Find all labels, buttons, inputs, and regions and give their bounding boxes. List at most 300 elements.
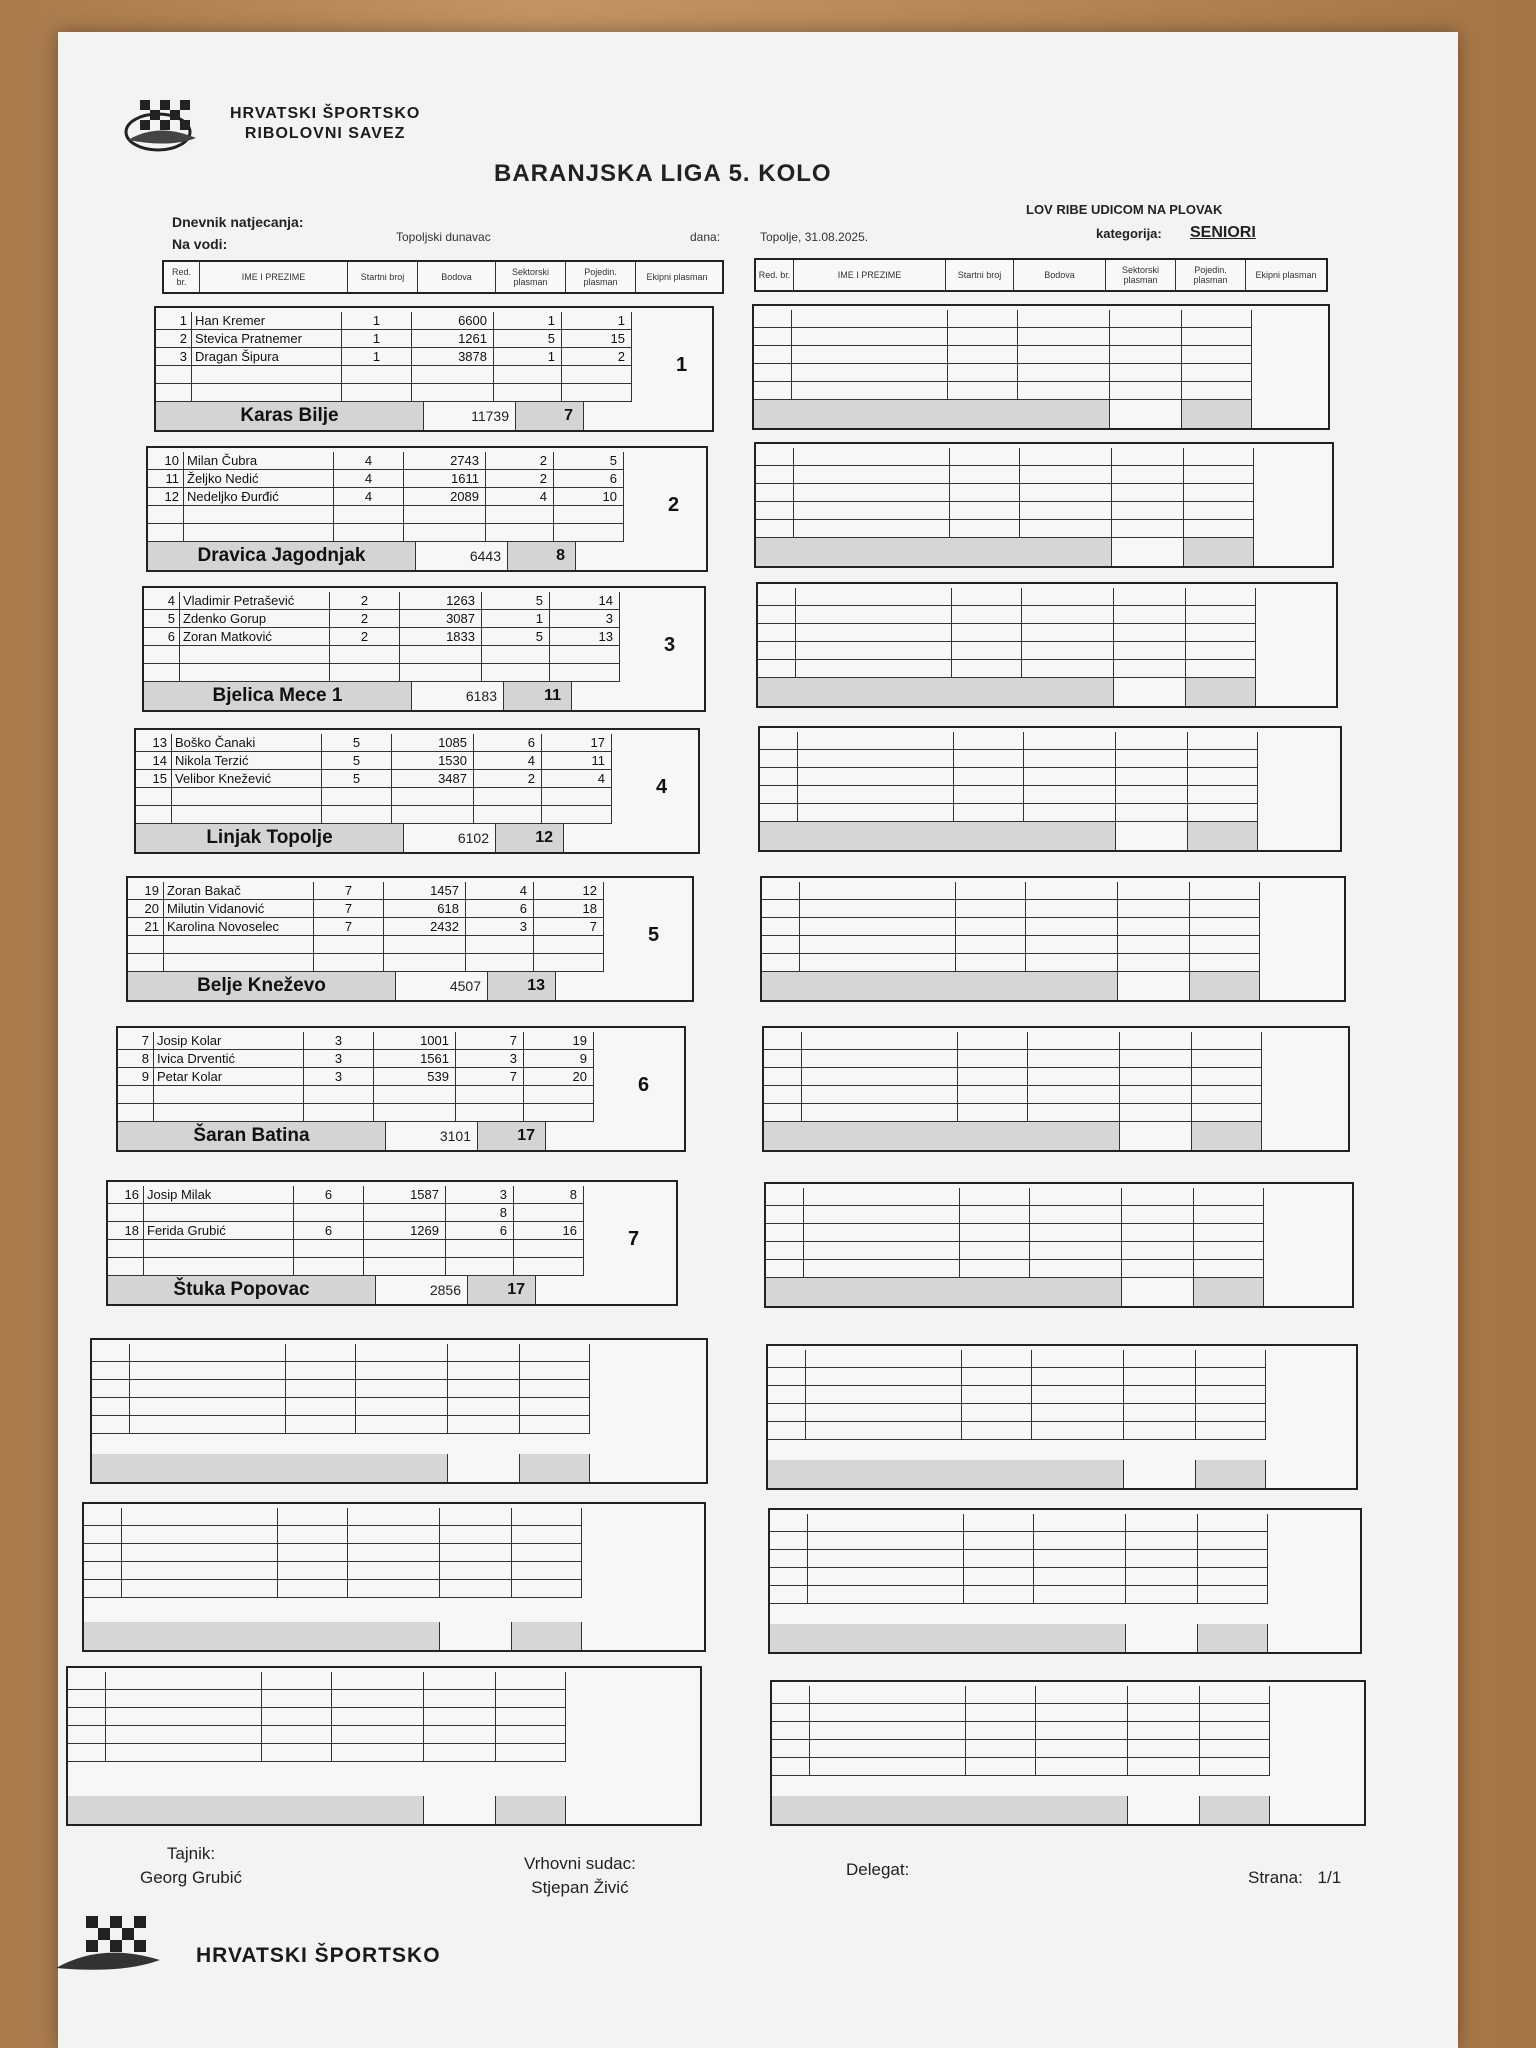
member-sector-place: 3 (466, 918, 534, 935)
empty-cell (1116, 822, 1188, 850)
empty-cell (758, 588, 796, 605)
empty-cell (1192, 1068, 1262, 1085)
empty-team-block-right (758, 726, 1342, 852)
sector-number: 2 (668, 494, 680, 516)
empty-cell (766, 1260, 804, 1277)
empty-cell (1110, 328, 1182, 345)
empty-cell (1190, 900, 1260, 917)
member-points (412, 366, 494, 383)
member-name: Boško Čanaki (172, 734, 322, 751)
member-points: 2089 (404, 488, 486, 505)
member-start: 6 (294, 1222, 364, 1239)
table-row (760, 768, 1258, 786)
empty-cell (796, 606, 952, 623)
table-row (68, 1744, 566, 1762)
empty-cell (1188, 768, 1258, 785)
empty-cell (424, 1690, 496, 1707)
table-row (128, 882, 604, 900)
empty-summary-row (754, 400, 1252, 428)
empty-cell (962, 1404, 1032, 1421)
empty-cell (792, 364, 948, 381)
empty-cell (286, 1362, 356, 1379)
sector-number: 4 (656, 776, 668, 798)
empty-cell (758, 624, 796, 641)
empty-cell (806, 1404, 962, 1421)
member-points: 1530 (392, 752, 474, 769)
member-sector-place: 2 (486, 470, 554, 487)
member-number (136, 806, 172, 823)
empty-cell (520, 1416, 590, 1433)
empty-cell (760, 804, 798, 821)
empty-cell (1028, 1104, 1120, 1121)
empty-cell (1024, 786, 1116, 803)
empty-cell (92, 1344, 130, 1361)
empty-cell (1128, 1758, 1200, 1775)
empty-cell (448, 1344, 520, 1361)
empty-cell (1018, 364, 1110, 381)
empty-cell (772, 1758, 810, 1775)
empty-cell (278, 1562, 348, 1579)
empty-cell (1122, 1224, 1194, 1241)
member-name: Stevica Pratnemer (192, 330, 342, 347)
empty-cell (1020, 520, 1112, 537)
empty-cell (756, 484, 794, 501)
table-row (762, 882, 1260, 900)
member-start: 7 (314, 918, 384, 935)
member-number: 12 (148, 488, 184, 505)
empty-cell (794, 466, 950, 483)
shaded-cell (496, 1796, 566, 1824)
table-row (758, 660, 1256, 678)
empty-cell (770, 1514, 808, 1531)
team-total: 6102 (404, 824, 496, 852)
empty-cell (1112, 538, 1184, 566)
tajnik-label: Tajnik: (166, 1844, 216, 1863)
team-total: 4507 (396, 972, 488, 1000)
table-row (128, 900, 604, 918)
table-row (84, 1562, 582, 1580)
empty-cell (760, 786, 798, 803)
empty-cell (1190, 918, 1260, 935)
shaded-cell (770, 1624, 1126, 1652)
member-individual-place (524, 1086, 594, 1103)
table-row (754, 310, 1252, 328)
empty-cell (1110, 310, 1182, 327)
empty-cell (1196, 1422, 1266, 1439)
table-row (136, 752, 612, 770)
member-number: 15 (136, 770, 172, 787)
team-name: Belje Kneževo (128, 972, 396, 1000)
team-placement: 8 (508, 542, 576, 570)
empty-cell (810, 1758, 966, 1775)
member-sector-place: 5 (482, 592, 550, 609)
member-individual-place: 18 (534, 900, 604, 917)
member-start: 5 (322, 752, 392, 769)
empty-cell (952, 588, 1022, 605)
empty-team-block-right (762, 1026, 1350, 1152)
empty-cell (772, 1704, 810, 1721)
member-sector-place: 5 (494, 330, 562, 347)
empty-cell (794, 484, 950, 501)
member-sector-place: 6 (446, 1222, 514, 1239)
empty-cell (762, 900, 800, 917)
empty-cell (1198, 1586, 1268, 1603)
member-name (184, 506, 334, 523)
member-number: 2 (156, 330, 192, 347)
table-row (754, 382, 1252, 400)
empty-summary-row (764, 1122, 1262, 1150)
empty-cell (956, 936, 1026, 953)
empty-cell (1196, 1404, 1266, 1421)
team-block (142, 586, 706, 712)
member-number (128, 936, 164, 953)
empty-cell (512, 1544, 582, 1561)
empty-cell (800, 918, 956, 935)
member-start (334, 524, 404, 541)
shaded-cell (512, 1622, 582, 1650)
empty-cell (1030, 1242, 1122, 1259)
empty-cell (332, 1672, 424, 1689)
member-points (412, 384, 494, 401)
member-start: 4 (334, 470, 404, 487)
col-sekt: Sektorski plasman (496, 262, 566, 292)
member-number (148, 506, 184, 523)
table-row (136, 734, 612, 752)
table-row (68, 1708, 566, 1726)
empty-cell (802, 1068, 958, 1085)
member-start: 5 (322, 770, 392, 787)
empty-cell (768, 1350, 806, 1367)
empty-cell (948, 364, 1018, 381)
empty-cell (758, 606, 796, 623)
empty-cell (1190, 882, 1260, 899)
shaded-cell (520, 1454, 590, 1482)
empty-cell (804, 1242, 960, 1259)
empty-cell (92, 1416, 130, 1433)
empty-cell (1122, 1260, 1194, 1277)
empty-cell (762, 936, 800, 953)
tajnik-name: Georg Grubić (140, 1868, 243, 1887)
member-name (144, 1258, 294, 1275)
empty-cell (802, 1050, 958, 1067)
empty-cell (1192, 1032, 1262, 1049)
empty-cell (440, 1526, 512, 1543)
empty-cell (1032, 1350, 1124, 1367)
empty-cell (1114, 606, 1186, 623)
empty-cell (1118, 936, 1190, 953)
empty-cell (1024, 768, 1116, 785)
table-row (108, 1186, 584, 1204)
col-ime-r: IME I PREZIME (794, 260, 946, 290)
empty-cell (348, 1526, 440, 1543)
empty-cell (286, 1398, 356, 1415)
member-individual-place (534, 936, 604, 953)
table-row (764, 1104, 1262, 1122)
empty-cell (1198, 1514, 1268, 1531)
empty-cell (966, 1686, 1036, 1703)
member-individual-place (514, 1204, 584, 1221)
member-start (294, 1204, 364, 1221)
empty-cell (958, 1104, 1028, 1121)
empty-cell (448, 1380, 520, 1397)
table-row (118, 1104, 594, 1122)
tajnik-signature (140, 1842, 242, 1890)
member-individual-place: 19 (524, 1032, 594, 1049)
member-number: 8 (118, 1050, 154, 1067)
member-points: 1085 (392, 734, 474, 751)
empty-cell (1034, 1514, 1126, 1531)
empty-cell (68, 1726, 106, 1743)
member-start (330, 664, 400, 681)
member-start: 6 (294, 1186, 364, 1203)
empty-cell (948, 310, 1018, 327)
table-row (156, 366, 632, 384)
empty-cell (960, 1206, 1030, 1223)
empty-cell (1128, 1704, 1200, 1721)
empty-cell (764, 1086, 802, 1103)
table-row (762, 918, 1260, 936)
member-sector-place: 3 (456, 1050, 524, 1067)
empty-cell (1182, 364, 1252, 381)
table-row (136, 770, 612, 788)
member-number (108, 1240, 144, 1257)
member-points (404, 524, 486, 541)
empty-cell (806, 1422, 962, 1439)
empty-cell (130, 1380, 286, 1397)
empty-cell (68, 1708, 106, 1725)
shaded-cell (1194, 1278, 1264, 1306)
empty-cell (792, 382, 948, 399)
empty-summary-row (756, 538, 1254, 566)
col-red-r: Red. br. (756, 260, 794, 290)
team-summary-row (108, 1276, 536, 1304)
table-row (84, 1508, 582, 1526)
member-sector-place: 6 (474, 734, 542, 751)
empty-cell (758, 660, 796, 677)
empty-cell (1194, 1206, 1264, 1223)
member-individual-place: 6 (554, 470, 624, 487)
member-name (180, 646, 330, 663)
member-sector-place: 1 (494, 312, 562, 329)
empty-cell (1124, 1404, 1196, 1421)
table-row (766, 1188, 1264, 1206)
empty-cell (512, 1562, 582, 1579)
member-name: Zoran Matković (180, 628, 330, 645)
member-individual-place: 7 (534, 918, 604, 935)
table-row (772, 1686, 1270, 1704)
empty-cell (792, 346, 948, 363)
table-row (144, 592, 620, 610)
member-number: 11 (148, 470, 184, 487)
empty-cell (964, 1514, 1034, 1531)
member-name: Ivica Drventić (154, 1050, 304, 1067)
team-total: 6443 (416, 542, 508, 570)
member-number: 18 (108, 1222, 144, 1239)
empty-cell (1036, 1758, 1128, 1775)
col-ekip: Ekipni plasman (646, 272, 708, 282)
member-number: 6 (144, 628, 180, 645)
empty-cell (122, 1526, 278, 1543)
empty-cell (130, 1344, 286, 1361)
empty-cell (966, 1740, 1036, 1757)
empty-cell (960, 1188, 1030, 1205)
table-row (108, 1204, 584, 1222)
shaded-cell (762, 972, 1118, 1000)
empty-cell (520, 1398, 590, 1415)
team-block (146, 446, 708, 572)
empty-cell (796, 642, 952, 659)
col-start: Startni broj (348, 262, 418, 292)
member-individual-place: 11 (542, 752, 612, 769)
shaded-cell (754, 400, 1110, 428)
member-individual-place: 16 (514, 1222, 584, 1239)
empty-cell (772, 1686, 810, 1703)
empty-cell (1026, 900, 1118, 917)
empty-cell (1192, 1086, 1262, 1103)
empty-cell (960, 1224, 1030, 1241)
empty-team-block-right (766, 1344, 1358, 1490)
empty-cell (1126, 1586, 1198, 1603)
empty-cell (1024, 804, 1116, 821)
col-sekt-r: Sektorski plasman (1106, 260, 1176, 290)
empty-cell (1120, 1068, 1192, 1085)
table-row (768, 1350, 1266, 1368)
empty-cell (1124, 1422, 1196, 1439)
table-row (118, 1050, 594, 1068)
member-name: Josip Milak (144, 1186, 294, 1203)
empty-cell (770, 1568, 808, 1585)
member-name (164, 954, 314, 971)
empty-team-block-left (90, 1338, 708, 1484)
empty-cell (1110, 364, 1182, 381)
member-name: Milan Čubra (184, 452, 334, 469)
empty-cell (760, 768, 798, 785)
member-points (400, 646, 482, 663)
empty-cell (1194, 1224, 1264, 1241)
table-row (144, 646, 620, 664)
empty-cell (960, 1242, 1030, 1259)
empty-cell (950, 502, 1020, 519)
table-row (756, 466, 1254, 484)
empty-cell (800, 954, 956, 971)
empty-cell (332, 1744, 424, 1761)
empty-cell (958, 1068, 1028, 1085)
member-name: Željko Nedić (184, 470, 334, 487)
empty-cell (348, 1508, 440, 1525)
table-row (758, 624, 1256, 642)
member-sector-place (482, 646, 550, 663)
empty-cell (1200, 1722, 1270, 1739)
member-individual-place (550, 646, 620, 663)
empty-cell (1022, 606, 1114, 623)
member-sector-place: 5 (482, 628, 550, 645)
empty-cell (130, 1362, 286, 1379)
member-individual-place: 5 (554, 452, 624, 469)
empty-cell (770, 1586, 808, 1603)
empty-team-block-right (770, 1680, 1366, 1826)
empty-cell (1114, 678, 1186, 706)
empty-cell (768, 1386, 806, 1403)
empty-cell (964, 1550, 1034, 1567)
empty-cell (764, 1050, 802, 1067)
empty-cell (348, 1544, 440, 1561)
sector-number: 6 (638, 1074, 650, 1096)
member-individual-place (562, 366, 632, 383)
empty-cell (808, 1550, 964, 1567)
empty-team-block-right (752, 304, 1330, 430)
empty-cell (1022, 660, 1114, 677)
empty-cell (1110, 382, 1182, 399)
empty-cell (106, 1690, 262, 1707)
empty-cell (424, 1672, 496, 1689)
member-individual-place (514, 1258, 584, 1275)
table-row (118, 1086, 594, 1104)
member-points (374, 1086, 456, 1103)
empty-cell (1026, 954, 1118, 971)
team-summary-row (136, 824, 564, 852)
member-points: 3487 (392, 770, 474, 787)
table-row (758, 642, 1256, 660)
empty-cell (950, 448, 1020, 465)
empty-cell (948, 328, 1018, 345)
member-sector-place: 6 (466, 900, 534, 917)
empty-summary-row (84, 1622, 582, 1650)
empty-cell (1124, 1350, 1196, 1367)
empty-cell (1188, 732, 1258, 749)
empty-cell (796, 624, 952, 641)
empty-team-block-right (760, 876, 1346, 1002)
member-number (148, 524, 184, 541)
member-start: 2 (330, 592, 400, 609)
empty-cell (1126, 1550, 1198, 1567)
empty-cell (496, 1690, 566, 1707)
empty-cell (956, 954, 1026, 971)
member-points (364, 1258, 446, 1275)
shaded-cell (758, 678, 1114, 706)
empty-cell (1128, 1740, 1200, 1757)
empty-cell (762, 954, 800, 971)
team-name: Štuka Popovac (108, 1276, 376, 1304)
shaded-cell (1184, 538, 1254, 566)
empty-cell (1198, 1568, 1268, 1585)
member-start: 3 (304, 1050, 374, 1067)
empty-cell (808, 1514, 964, 1531)
empty-cell (806, 1386, 962, 1403)
member-name (172, 806, 322, 823)
empty-cell (958, 1086, 1028, 1103)
member-sector-place (446, 1240, 514, 1257)
member-sector-place: 4 (486, 488, 554, 505)
empty-cell (332, 1690, 424, 1707)
empty-cell (962, 1368, 1032, 1385)
empty-cell (1190, 954, 1260, 971)
empty-cell (1030, 1260, 1122, 1277)
member-start: 7 (314, 900, 384, 917)
table-row (764, 1086, 1262, 1104)
empty-cell (1024, 750, 1116, 767)
member-individual-place: 20 (524, 1068, 594, 1085)
empty-cell (760, 732, 798, 749)
team-summary-row (128, 972, 556, 1000)
empty-cell (440, 1508, 512, 1525)
member-points: 1833 (400, 628, 482, 645)
empty-cell (810, 1740, 966, 1757)
empty-cell (1028, 1068, 1120, 1085)
member-start (314, 936, 384, 953)
sudac-label: Vrhovni sudac: (524, 1854, 636, 1873)
empty-cell (798, 768, 954, 785)
empty-cell (440, 1562, 512, 1579)
